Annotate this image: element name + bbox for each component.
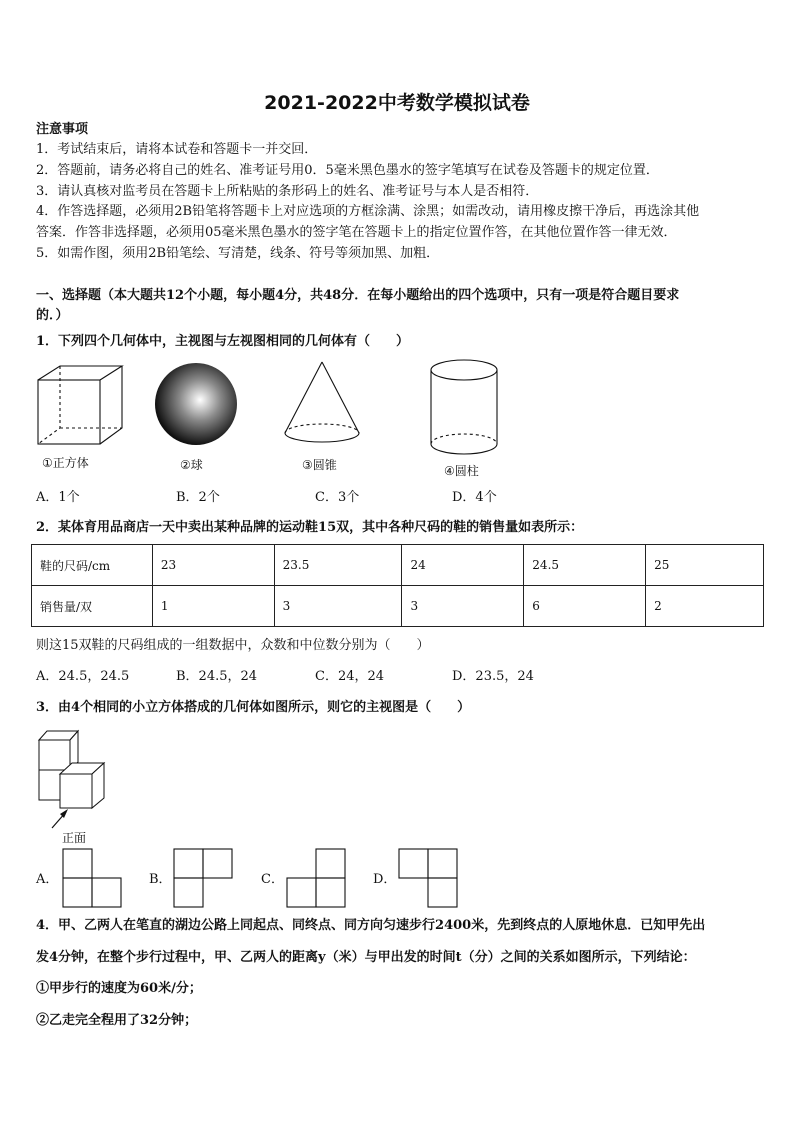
option-d: D．4个 <box>452 490 497 505</box>
table-cell: 25 <box>646 545 764 586</box>
caption-sphere: ②球 <box>180 458 203 472</box>
option-a: A．1个 <box>36 490 80 505</box>
caption-cone: ③圆锥 <box>302 458 337 472</box>
caption-cylinder: ④圆柱 <box>444 464 479 478</box>
question-4-statement: ②乙走完全程用了32分钟； <box>36 1013 198 1028</box>
cube-figure <box>30 362 130 454</box>
notice-heading: 注意事项 <box>36 122 89 137</box>
notice-item: 2．答题前，请务必将自己的姓名、准考证号用0．5毫米黑色墨水的签字笔填写在试卷及答题卡的规定位置． <box>36 163 659 178</box>
shoe-size-table <box>31 544 764 627</box>
cylinder-figure <box>428 358 504 458</box>
table-cell: 3 <box>274 586 402 627</box>
option-c: C．24，24 <box>315 669 385 684</box>
option-d: D．23.5，24 <box>452 669 534 684</box>
option-a: A．24.5，24.5 <box>36 669 130 684</box>
sphere-figure <box>152 362 242 446</box>
table-cell: 6 <box>524 586 646 627</box>
notice-item: 1．考试结束后，请将本试卷和答题卡一并交回． <box>36 142 318 157</box>
table-cell: 24.5 <box>524 545 646 586</box>
cone-figure <box>282 360 362 448</box>
table-row <box>32 545 764 586</box>
table-cell: 1 <box>152 586 274 627</box>
table-cell: 2 <box>646 586 764 627</box>
notice-item: 答案．作答非选择题，必须用05毫米黑色墨水的签字笔在答题卡上的指定位置作答，在其他位置作答一律无效． <box>36 225 677 240</box>
question-4-stem-cont: 发4分钟，在整个步行过程中，甲、乙两人的距离y（米）与甲出发的时间t（分）之间的关系如图所示，下列结论： <box>36 950 696 965</box>
question-2-ask: 则这15双鞋的尺码组成的一组数据中，众数和中位数分别为（ ） <box>36 638 430 653</box>
notice-item: 4．作答选择题，必须用2B铅笔将答题卡上对应选项的方框涂满、涂黑；如需改动，请用橡皮擦干净后，再选涂其他 <box>36 204 700 219</box>
option-d: D． <box>373 872 397 887</box>
table-cell: 24 <box>402 545 524 586</box>
notice-item: 3．请认真核对监考员在答题卡上所粘贴的条形码上的姓名、准考证号与本人是否相符． <box>36 184 539 199</box>
caption-cube: ①正方体 <box>42 456 89 470</box>
table-cell: 鞋的尺码/cm <box>32 545 153 586</box>
question-3-stem: 3．由4个相同的小立方体搭成的几何体如图所示，则它的主视图是（ ） <box>36 700 471 715</box>
table-row <box>32 586 764 627</box>
stacked-cubes-figure <box>36 728 118 840</box>
notice-item: 5．如需作图，须用2B铅笔绘、写清楚，线条、符号等须加黑、加粗． <box>36 246 440 261</box>
question-4-statement: ①甲步行的速度为60米/分； <box>36 981 202 996</box>
question-2-stem: 2．某体育用品商店一天中卖出某种品牌的运动鞋15双，其中各种尺码的鞋的销售量如表所示： <box>36 520 584 535</box>
question-1-stem: 1．下列四个几何体中，主视图与左视图相同的几何体有（ ） <box>36 334 410 349</box>
table-cell: 3 <box>402 586 524 627</box>
option-d-view <box>398 848 460 910</box>
section-heading-cont: 的．） <box>36 308 69 323</box>
option-a: A． <box>36 872 59 887</box>
front-label: 正面 <box>62 831 87 845</box>
option-b: B． <box>149 872 172 887</box>
question-4-stem: 4．甲、乙两人在笔直的湖边公路上同起点、同终点、同方向匀速步行2400米，先到终点的人原地休息．已知甲先出 <box>36 918 706 933</box>
option-c: C． <box>261 872 284 887</box>
option-c-view <box>286 848 348 910</box>
section-heading: 一、选择题（本大题共12个小题，每小题4分，共48分．在每小题给出的四个选项中，只有一项是符合题目要求 <box>36 288 680 303</box>
table-cell: 23.5 <box>274 545 402 586</box>
option-a-view <box>62 848 124 910</box>
option-b: B．24.5，24 <box>176 669 258 684</box>
option-b: B．2个 <box>176 490 220 505</box>
table-cell: 23 <box>152 545 274 586</box>
page-title: 2021-2022中考数学模拟试卷 <box>264 92 530 114</box>
table-cell: 销售量/双 <box>32 586 153 627</box>
option-b-view <box>173 848 235 910</box>
option-c: C．3个 <box>315 490 360 505</box>
